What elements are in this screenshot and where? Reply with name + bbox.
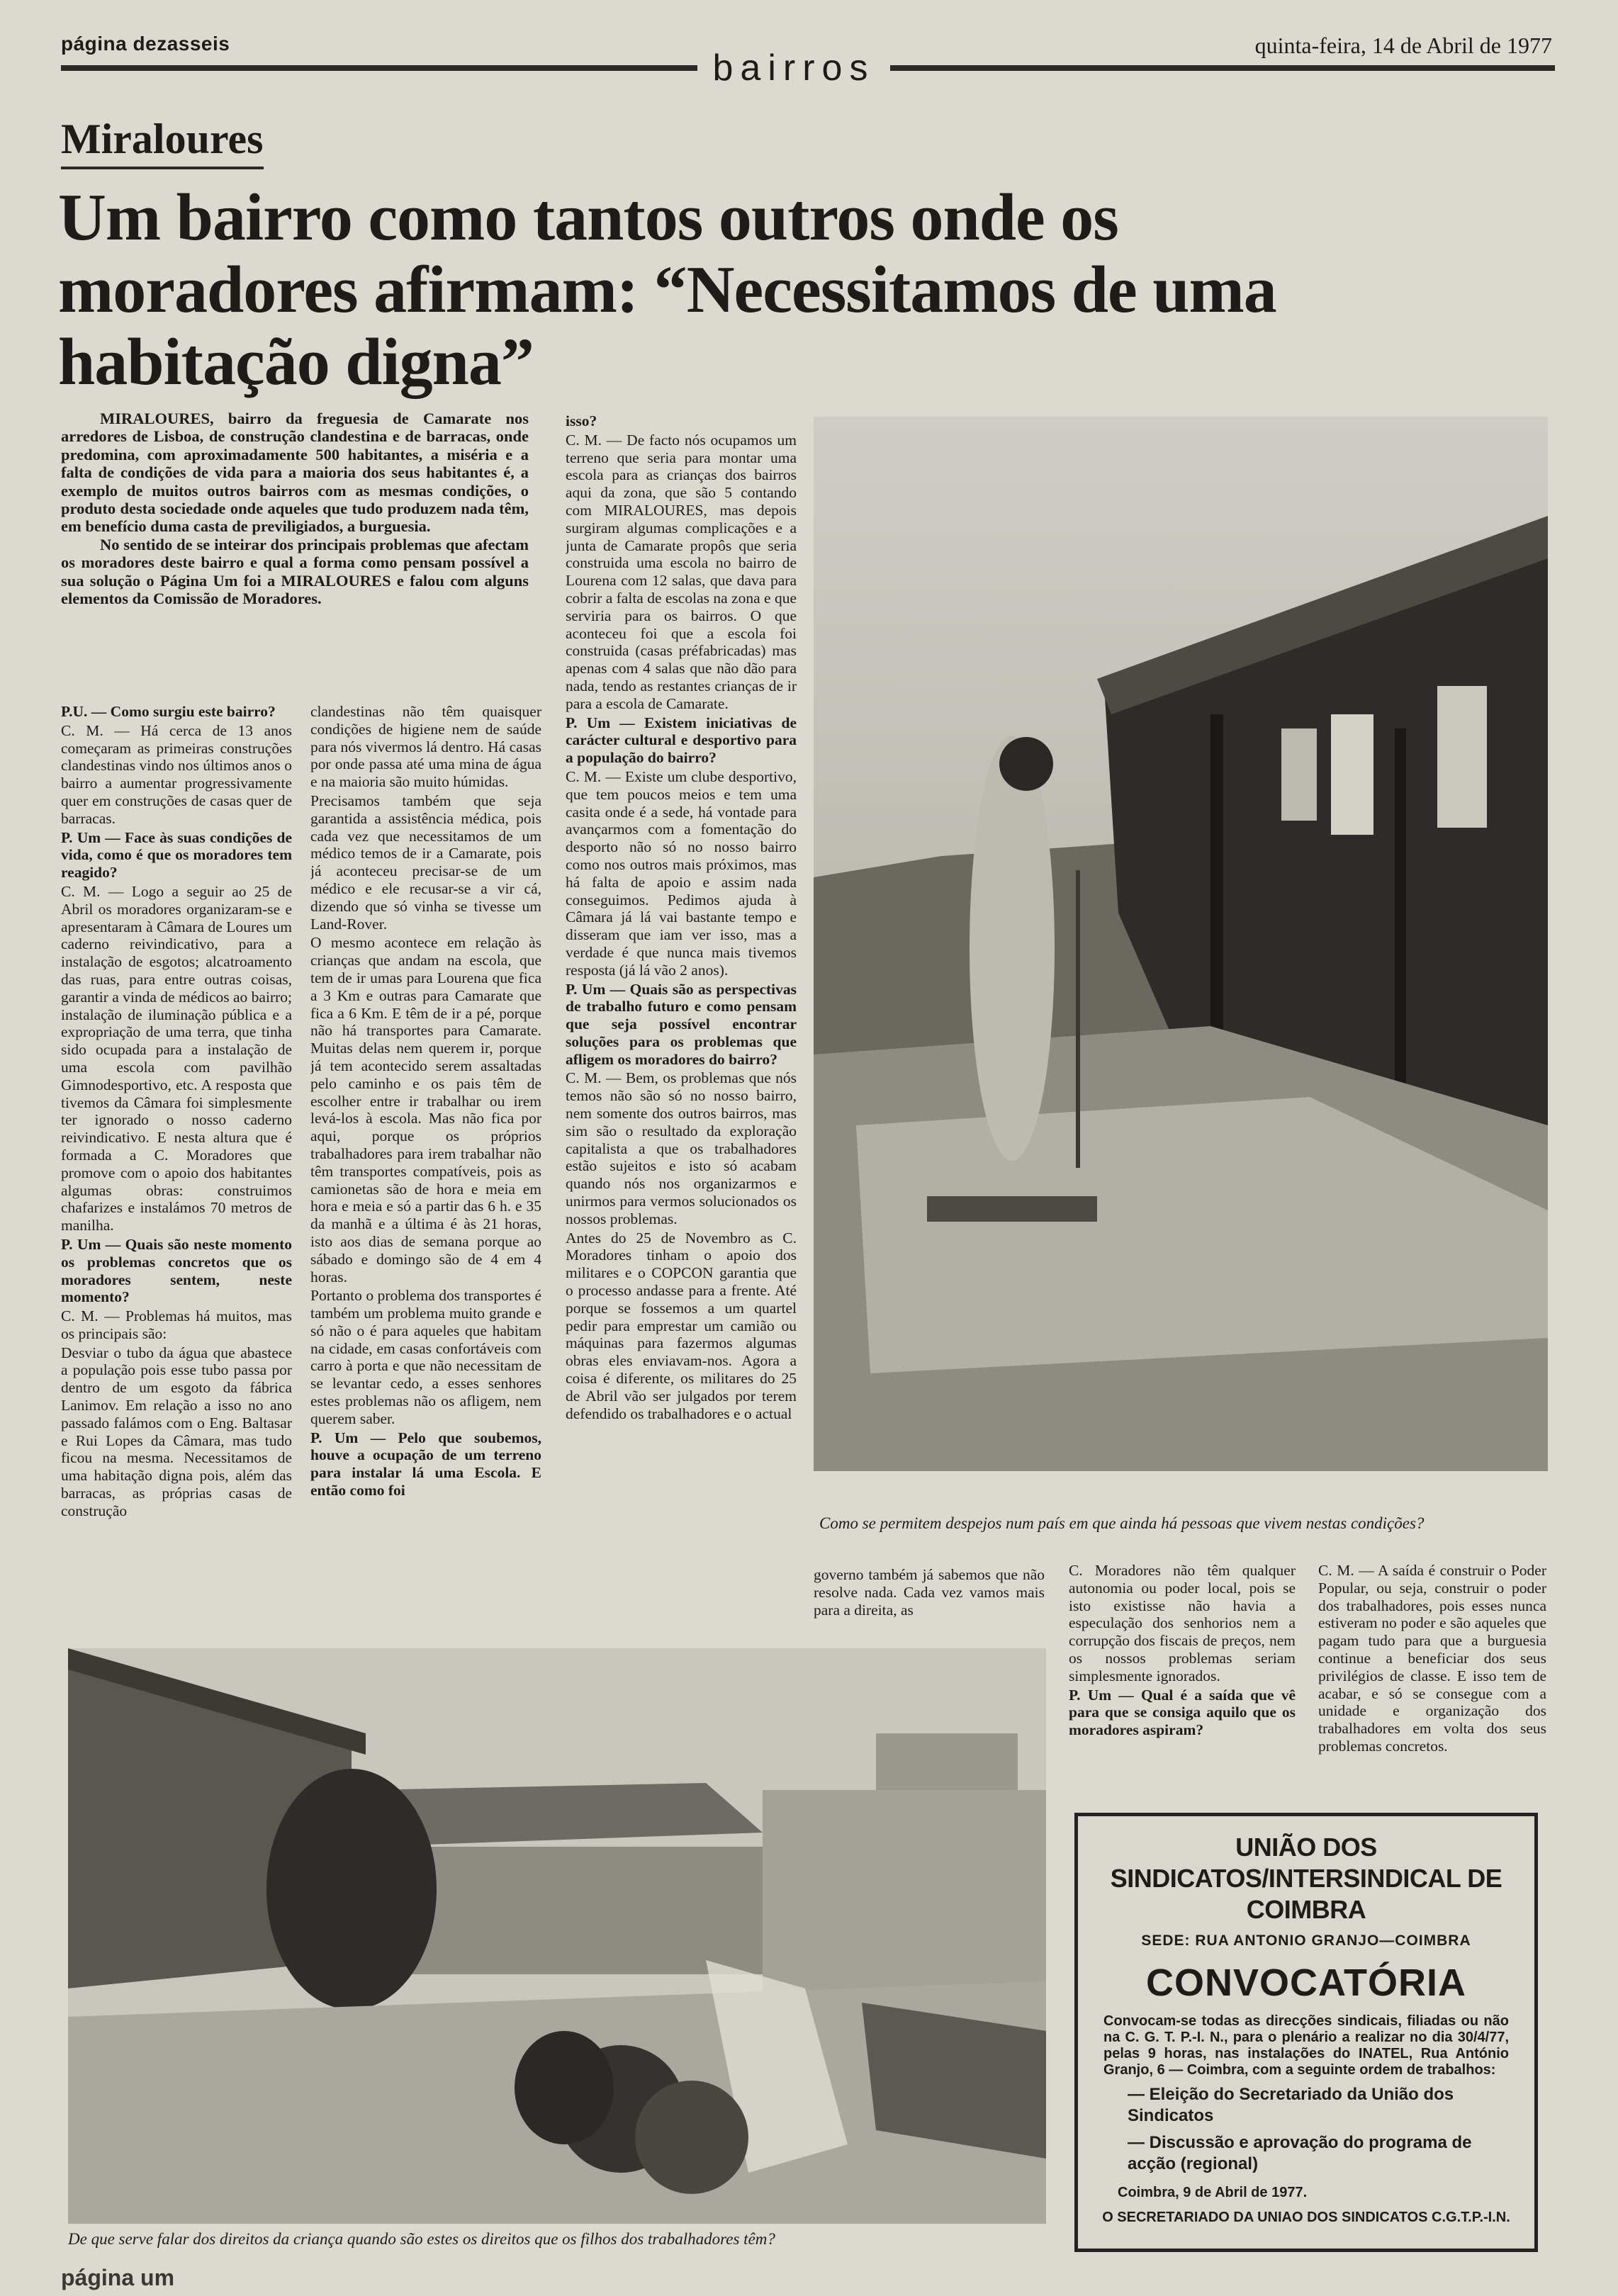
interview-question: P. Um — Face às suas condições de vida, como é que os moradores tem reagido? — [61, 828, 292, 882]
interview-answer: governo também já sabemos que não resolve nada. Cada vez vamos mais para a direita, as — [814, 1566, 1045, 1619]
article-column-1 — [61, 703, 292, 1621]
interview-answer: Desviar o tubo da água que abastece a população pois esse tubo passa por dentro de um esgoto da fábrica Lanimov. Em relação a isso no ano passado falámos com o Eng. Baltasar e Rui Lopes da Câmara, mas tudo ficou na mesma. Necessitamos de uma habitação digna pois, além das barracas, as próprias casas de construção — [61, 1344, 292, 1519]
article-column-6 — [1318, 1562, 1546, 1789]
article-column-4 — [814, 1566, 1045, 1621]
interview-question: isso? — [566, 412, 597, 429]
ad-body: Convocam-se todas as direcções sindicais, filiadas ou não na C. G. T. P.-I. N., para o plenário a realizar no dia 30/4/77, pelas 9 horas, nas instalações do INATEL, Rua António Granjo, 6 — Coimbra, com a seguinte ordem de trabalhos: — [1103, 2013, 1509, 2078]
issue-date: quinta-feira, 14 de Abril de 1977 — [1254, 33, 1552, 58]
interview-question: P. Um — Quais são as perspectivas de trabalho futuro e como pensam que seja possível encontrar soluções para os problemas que afligem os moradores do bairro? — [566, 980, 797, 1068]
photo-children-playing-caption: De que serve falar dos direitos da criança quando são estes os direitos que os filhos dos trabalhadores têm? — [68, 2230, 775, 2248]
ad-title: UNIÃO DOS SINDICATOS/INTERSINDICAL DE COIMBRA — [1110, 1833, 1502, 1924]
interview-answer: C. M. — Bem, os problemas que nós temos não são só no nosso bairro, nem somente dos outros bairros, mas sim são o resultado da exploração capitalista a que os trabalhadores estão sujeitos e isto só acabam quando nós nos organizarmos e unirmos para vermos solucionados os nossos problemas. — [566, 1069, 797, 1227]
photo-slum-woman-image — [814, 417, 1548, 1471]
ad-heading: CONVOCATÓRIA — [1146, 1962, 1466, 2004]
interview-answer: C. M. — A saída é construir o Poder Popular, ou seja, construir o poder dos trabalhadores, pois esses nunca estiveram no poder e são aqueles que pagam tudo para que a burguesia continue a beneficiar dos seus privilégios de classe. E isso tem de acabar, e só se consegue com a unidade e organização dos trabalhadores em volta dos seus problemas concretos. — [1318, 1562, 1546, 1755]
interview-answer: O mesmo acontece em relação às crianças que andam na escola, que tem de ir umas para Lourena que fica a 3 Km e outras para Camarate que fica a 6 Km. E têm de ir a pé, porque não há transportes para Camarate. Muitas delas nem querem ir, porque já tem acontecido serem assaltadas pelo caminho e os pais têm de escolher entre ir trabalhar ou irem levá-los à escola. Mas não fica por aqui, porque os próprios trabalhadores para irem trabalhar não têm transportes compatíveis, pois as camionetas são de hora e meia em hora e meia e só a partir das 6 h. e 35 da manhã e a última é às 21 horas, isto aos dias de semana porque ao sábado e domingo são de 4 em 4 horas. — [310, 934, 541, 1285]
interview-answer: C. M. — Existe um clube desportivo, que tem poucos meios e tem uma casita onde é a sede, há vontade para avançarmos com a fomentação do desporto não só no nosso bairro como nos outros mais próximos, mas há falta de apoio e assim nada conseguimos. Pedimos ajuda à Câmara já lá vai bastante tempo e disseram que iam ver isso, mas a verdade é que nunca mais tivemos resposta (já lá vão 2 anos). — [566, 767, 797, 979]
header-rule-right — [890, 65, 1555, 71]
interview-answer: Portanto o problema dos transportes é também um problema muito grande e só não o é para aqueles que habitam na cidade, em casas confortáveis com carro à porta e que não necessitam de se levantar cedo, a esses senhores estes problemas não os afligem, nem querem saber. — [310, 1287, 541, 1427]
article-column-2 — [310, 703, 541, 1621]
interview-answer: C. M. — De facto nós ocupamos um terreno que seria para montar uma escola para as crianças dos bairros aqui da zona, que são 5 contando com MIRALOURES, mas depois surgiram algumas complicações e a junta de Camarate propôs que seria construida uma escola no bairro de Lourena com 12 salas, que dava para cobrir a falta de escolas na zona e que serviria para os bairros. O que aconteceu foi que a escola foi construida (casas préfabricadas) mas apenas com 4 salas que não dão para nada, tendo as restantes crianças de ir para a escola de Camarate. — [566, 431, 797, 712]
interview-answer: C. M. — Problemas há muitos, mas os principais são: — [61, 1307, 292, 1342]
ad-date: Coimbra, 9 de Abril de 1977. — [1118, 2185, 1308, 2200]
interview-answer: clandestinas não têm quaisquer condições de higiene nem de saúde para nós vivermos lá dentro. Há casas por onde passa até uma mina de água e na maioria são muito húmidas. — [310, 703, 541, 791]
header-rule-left — [61, 65, 697, 71]
interview-answer: C. Moradores não têm qualquer autonomia ou poder local, pois se isto existisse não havia a especulação dos senhorios nem a corrupção dos fiscais de preços, nem os nossos problemas seriam simplesmente ignorados. — [1069, 1562, 1296, 1684]
ad-signature: O SECRETARIADO DA UNIAO DOS SINDICATOS C.G.T.P.-I.N. — [1102, 2210, 1510, 2225]
page-number-label: página dezasseis — [61, 33, 230, 55]
interview-question: P. Um — Quais são neste momento os problemas concretos que os moradores sentem, neste momento? — [61, 1235, 292, 1306]
interview-question: P. Um — Pelo que soubemos, houve a ocupação de um terreno para instalar lá uma Escola. E então como foi — [310, 1429, 541, 1499]
photo-slum-woman-caption: Como se permitem despejos num país em que ainda há pessoas que vivem nestas condições? — [819, 1514, 1425, 1532]
article-headline: Um bairro como tantos outros onde os moradores afirmam: “Necessitamos de uma habitação digna” — [58, 181, 1276, 399]
interview-answer: C. M. — Há cerca de 13 anos começaram as primeiras construções clandestinas vindo nos últimos anos o bairro a aumentar progressivamente quer em construções de casas quer de barracas. — [61, 721, 292, 827]
interview-answer: C. M. — Logo a seguir ao 25 de Abril os moradores organizaram-se e apresentaram à Câmara de Loures um caderno reivindicativo, para a instalação de esgotos; alcatroamento das ruas, para entre outras coisas, garantir a vinda de médicos ao bairro; instalação de iluminação pública e a expropriação de uma terra, que tinha sido ocupada para a instalação de uma escola com pavilhão Gimnodesportivo, etc. A resposta que tivemos da Câmara foi simplesmente ter ignorado o nosso caderno reivindicativo. E nesta altura que é formada a C. Moradores que promove com o apoio dos habitantes algumas obras: construimos chafarizes e instalámos 70 metros de manilha. — [61, 882, 292, 1234]
lead-paragraph: No sentido de se inteirar dos principais problemas que afectam os moradores deste bairro e qual a forma como pensam possível a sua solução o Página Um foi a MIRALOURES e falou com alguns elementos da Comissão de Moradores. — [61, 535, 529, 608]
interview-question: P.U. — Como surgiu este bairro? — [61, 703, 276, 720]
interview-answer: Antes do 25 de Novembro as C. Moradores tinham o apoio dos militares e o COPCON garantia que o processo andasse para a frente. Até porque se fossemos a um quartel pedir para emprestar um camião ou máquinas para fazermos algumas obras eles enviavam-nos. Agora a coisa é diferente, os militares do 25 de Abril vão ser julgados por terem defendido os trabalhadores e o actual — [566, 1229, 797, 1422]
section-title: bairros — [712, 47, 875, 89]
ad-agenda-item: — Discussão e aprovação do programa de acção (regional) — [1128, 2133, 1472, 2173]
article-column-3 — [566, 412, 797, 1621]
lead-paragraph: MIRALOURES, bairro da freguesia de Camarate nos arredores de Lisboa, de construção clandestina e de barracas, onde predomina, com aproximadamente 500 habitantes, a miséria e a falta de condições de vida para a maioria dos seus habitantes é, a exemplo de muitos outros bairros com as mesmas condições, o produto desta sociedade onde aqueles que tudo produzem nada têm, em benefício duma casta de previligiados, a burguesia. — [61, 410, 529, 536]
interview-answer: Precisamos também que seja garantida a assistência médica, pois cada vez que necessitamos de um médico temos de ir a Camarate, pois já aconteceu precisar-se de um médico e ele recusar-se a vir cá, dizendo que só vinha se tivesse um Land-Rover. — [310, 792, 541, 933]
article-kicker: Miraloures — [61, 115, 264, 169]
photo-children-playing-image — [68, 1648, 1046, 2224]
ad-address: SEDE: RUA ANTONIO GRANJO—COIMBRA — [1141, 1932, 1471, 1949]
union-convocation-ad — [1074, 1813, 1538, 2252]
article-column-5 — [1069, 1562, 1296, 1789]
interview-question: P. Um — Qual é a saída que vê para que se consiga aquilo que os moradores aspiram? — [1069, 1686, 1296, 1739]
ad-agenda-item: — Eleição do Secretariado da União dos Sindicatos — [1128, 2085, 1454, 2125]
article-lead — [61, 410, 529, 607]
photo-slum-woman — [814, 417, 1548, 1471]
interview-question: P. Um — Existem iniciativas de carácter cultural e desportivo para a população do bairro? — [566, 714, 797, 767]
footer-label: página um — [61, 2265, 175, 2290]
photo-children-playing — [68, 1648, 1046, 2224]
